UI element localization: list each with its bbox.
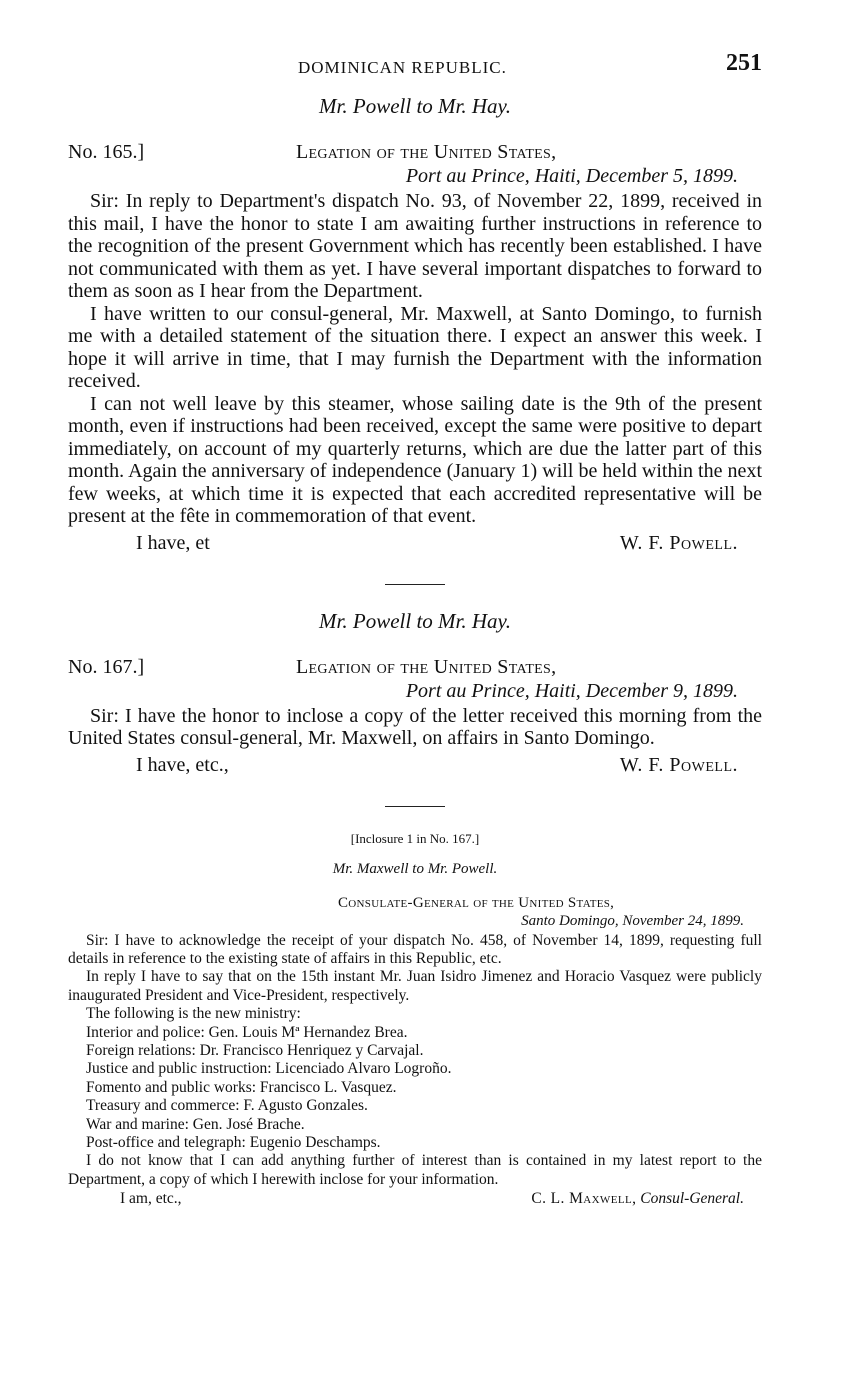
letter2-head-row: [68, 656, 762, 680]
ministry-item: Foreign relations: Dr. Francisco Henriquez y Carvajal.: [86, 1041, 424, 1059]
inclosure-paragraph: I do not know that I can add anything further of interest than is contained in my latest report to the Department, a copy of which I herewith inclose for your information.: [68, 1152, 762, 1188]
inclosure-signature-title: Consul-General.: [640, 1190, 744, 1208]
inclosure-paragraph: Sir: I have to acknowledge the receipt of your dispatch No. 458, of November 14, 1899, requesting full details in reference to the existing state of affairs in this Republic, etc.: [68, 931, 762, 967]
letter1-signature: W. F. Powell.: [619, 531, 738, 554]
letter1-closing-row: [68, 532, 762, 558]
inclosure-signature: [531, 1190, 744, 1208]
letter1-closing: I have, et: [136, 531, 210, 554]
letter2-place-date: Port au Prince, Haiti, December 9, 1899.: [405, 679, 738, 702]
inclosure-closing-row: [68, 1190, 762, 1210]
letter2-signature: W. F. Powell.: [619, 753, 738, 776]
letter2-paragraph: Sir: I have the honor to inclose a copy of the letter received this morning from the United States consul-general, Mr. Maxwell, on affairs in Santo Domingo.: [68, 704, 762, 749]
letter1-head-row: [68, 141, 762, 165]
section-divider: [385, 584, 445, 585]
ministry-item: Post-office and telegraph: Eugenio Deschamps.: [86, 1133, 381, 1151]
page-number: 251: [726, 50, 762, 76]
document-page: [68, 48, 762, 1210]
letter2-body: [68, 705, 762, 750]
letter2-legation: Legation of the United States,: [296, 655, 557, 678]
letter2-heading: Mr. Powell to Mr. Hay.: [319, 608, 511, 633]
ministry-item: Interior and police: Gen. Louis Mª Hernandez Brea.: [86, 1023, 408, 1041]
letter2-closing: I have, etc.,: [136, 753, 229, 776]
ministry-item: War and marine: Gen. José Brache.: [86, 1115, 305, 1133]
letter1-paragraph: I have written to our consul-general, Mr. Maxwell, at Santo Domingo, to furnish me with a detailed statement of the situation there. I expect an answer this week. I hope it will arrive in time, that I may furnish the Department with the information received.: [68, 302, 762, 392]
inclosure-body: [68, 932, 762, 1190]
ministry-item: Justice and public instruction: Licenciado Alvaro Logroño.: [86, 1060, 452, 1078]
letter1-body: [68, 190, 762, 528]
inclosure-closing: I am, etc.,: [120, 1190, 182, 1208]
letter1-paragraph: Sir: In reply to Department's dispatch No. 93, of November 22, 1899, received in this mail, I have the honor to state I am awaiting further instructions in reference to the recognition of the present Government which has recently been established. I have not communicated with them as yet. I have several important dispatches to forward to them as soon as I hear from the Department.: [68, 190, 762, 302]
ministry-item: Fomento and public works: Francisco L. Vasquez.: [86, 1078, 397, 1096]
ministry-list: [68, 1024, 762, 1153]
letter2-number: No. 167.]: [68, 655, 145, 678]
letter1-legation: Legation of the United States,: [296, 141, 557, 163]
letter1-paragraph: I can not well leave by this steamer, whose sailing date is the 9th of the present month, even if instructions had been received, except the same were positive to depart immediately, on account of my quarterly returns, which are due the latter part of this month. Again the anniversary of independence (January 1) will be held within the next few weeks, at which time it is expected that each accredited representative will be present at the fête in commemoration of that event.: [68, 392, 762, 527]
inclosure-consulate: Consulate-General of the United States,: [338, 894, 615, 911]
ministry-item: Treasury and commerce: F. Agusto Gonzales.: [86, 1097, 368, 1115]
inclosure-heading: Mr. Maxwell to Mr. Powell.: [332, 860, 498, 877]
inclosure-paragraph: In reply I have to say that on the 15th instant Mr. Juan Isidro Jimenez and Horacio Vasquez were publicly inaugurated President and Vice-President, respectively.: [68, 968, 762, 1004]
letter1-number: No. 165.]: [68, 141, 145, 163]
letter1-heading: Mr. Powell to Mr. Hay.: [319, 94, 511, 118]
inclosure-paragraph: The following is the new ministry:: [86, 1005, 301, 1023]
inclosure-label: [Inclosure 1 in No. 167.]: [350, 830, 480, 846]
inclosure-place-date: Santo Domingo, November 24, 1899.: [521, 912, 744, 929]
running-title: DOMINICAN REPUBLIC.: [298, 58, 507, 77]
running-head: [68, 48, 762, 82]
letter1-place-date: Port au Prince, Haiti, December 5, 1899.: [405, 165, 738, 187]
inclosure-signature-name: C. L. Maxwell,: [531, 1190, 637, 1208]
section-divider: [385, 806, 445, 807]
letter2-closing-row: [68, 754, 762, 780]
